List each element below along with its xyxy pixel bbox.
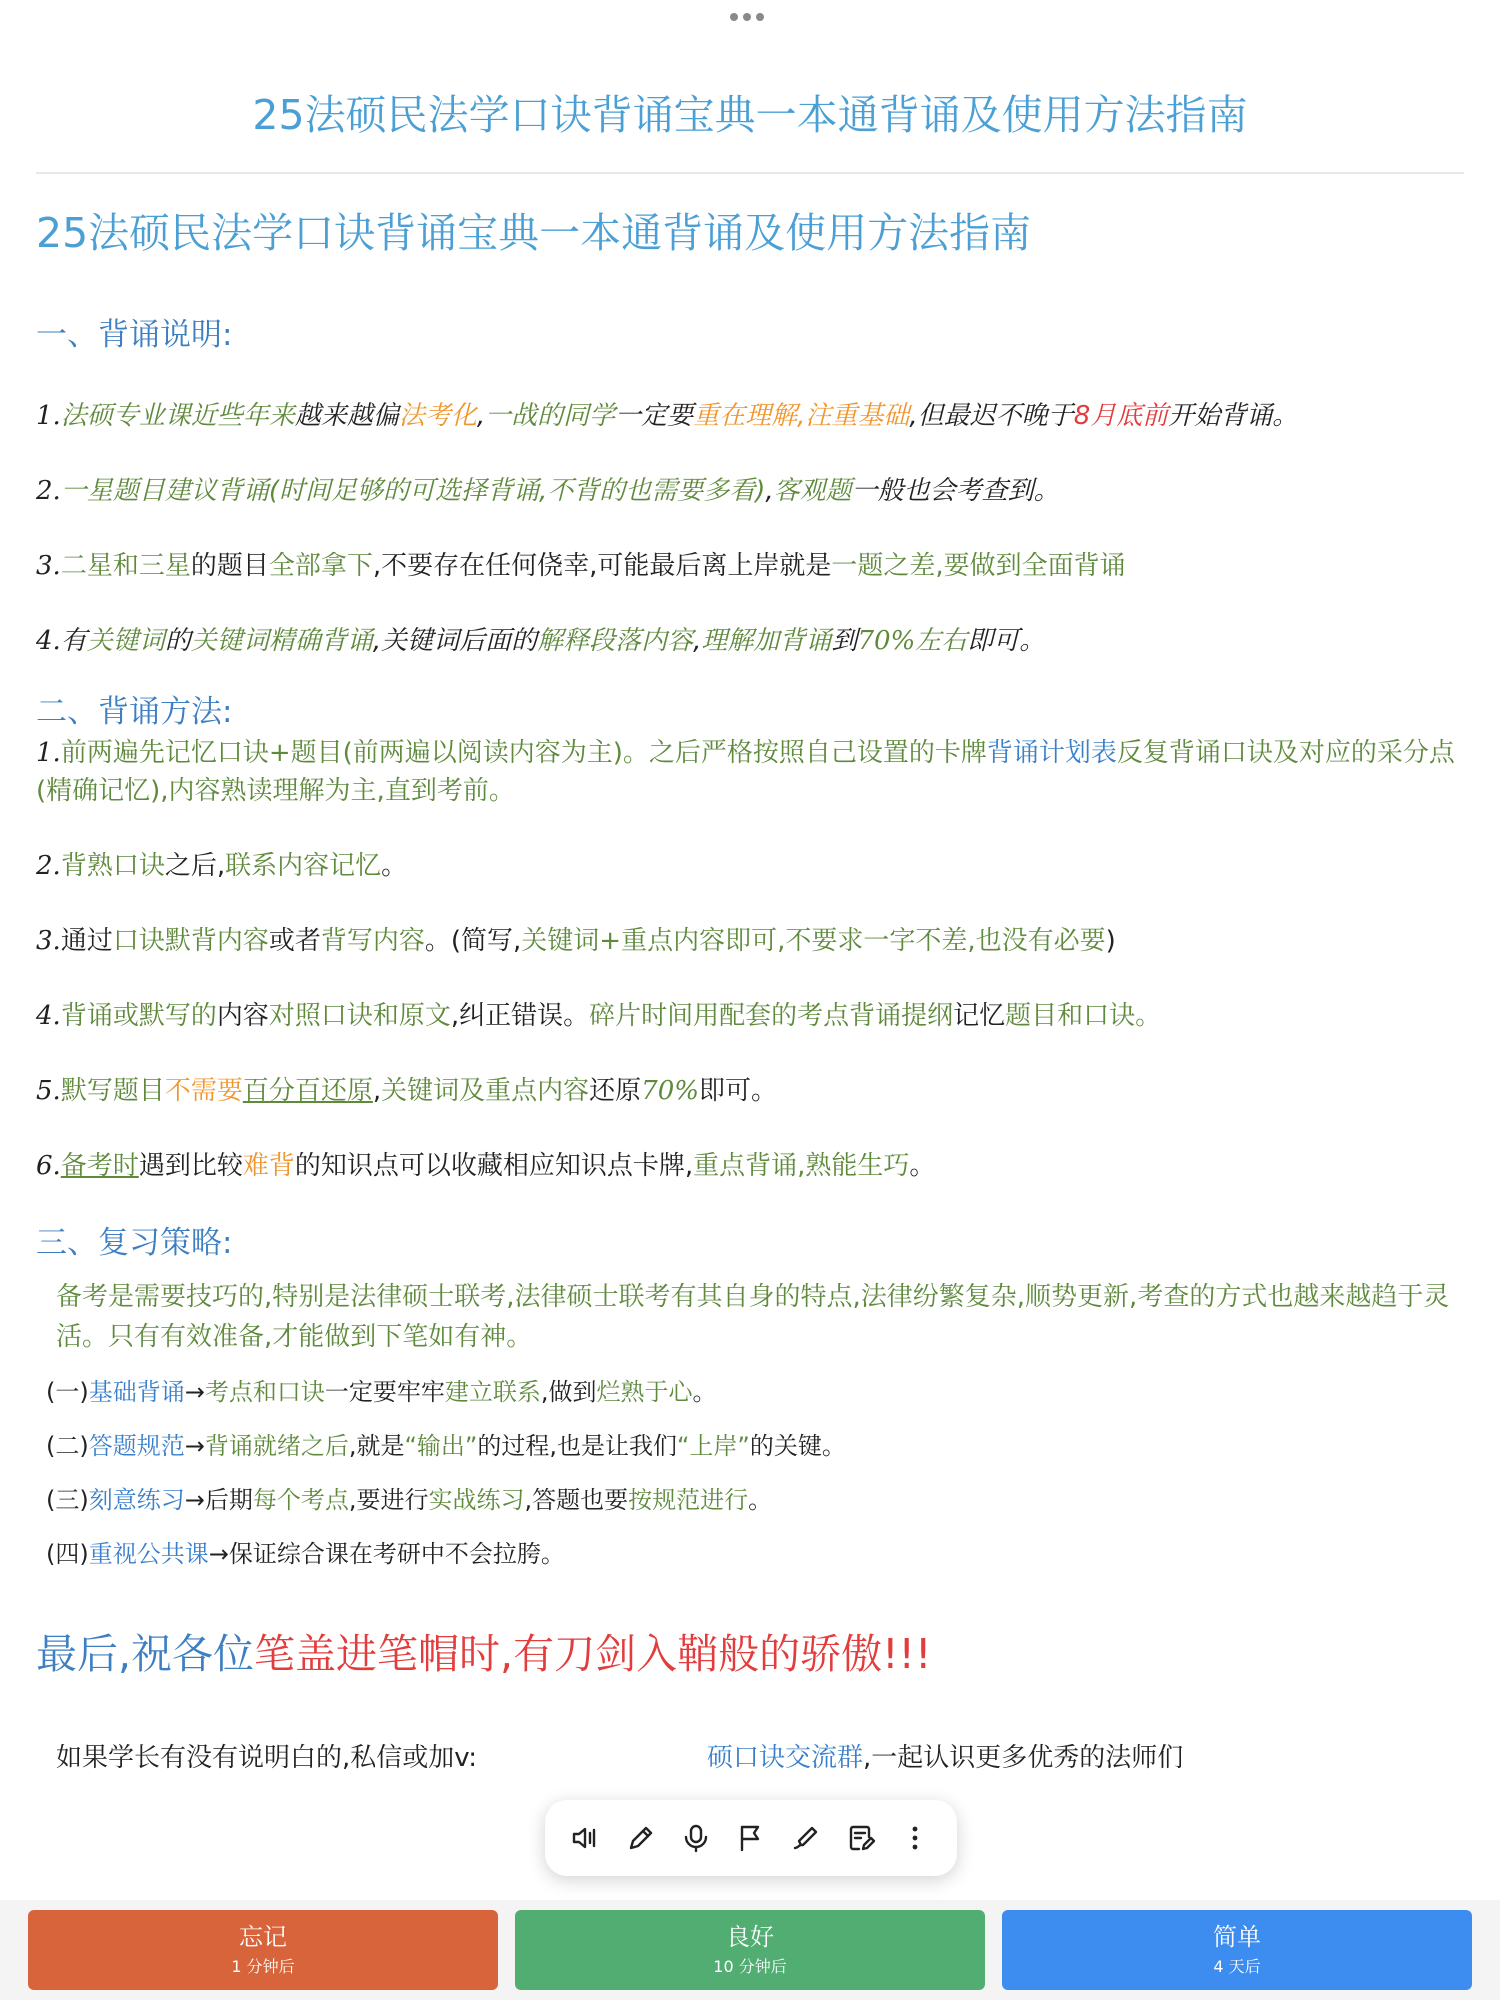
- paragraph: 3.通过口诀默背内容或者背写内容。(简写,关键词+重点内容即可,不要求一字不差,也没有必要): [36, 926, 1116, 956]
- again-label: 忘记: [239, 1923, 287, 1951]
- edit-note-icon[interactable]: [839, 1816, 883, 1860]
- easy-interval: 4 天后: [1213, 1957, 1261, 1976]
- doc-title: 25法硕民法学口诀背诵宝典一本通背诵及使用方法指南: [36, 209, 1032, 257]
- paragraph: 2.一星题目建议背诵(时间足够的可选择背诵,不背的也需要多看),客观题一般也会考查到。: [36, 476, 1060, 506]
- pen-icon[interactable]: [619, 1816, 663, 1860]
- paragraph: 备考是需要技巧的,特别是法律硕士联考,法律硕士联考有其自身的特点,法律纷繁复杂,顺势更新,考查的方式也越来越趋于灵活。只有有效准备,才能做到下笔如有神。: [56, 1282, 1450, 1352]
- good-label: 良好: [726, 1923, 774, 1951]
- paragraph: 2.背熟口诀之后,联系内容记忆。: [36, 851, 408, 881]
- section-heading-1: 一、背诵说明:: [36, 317, 233, 353]
- good-interval: 10 分钟后: [713, 1957, 787, 1976]
- page-title: 25法硕民法学口诀背诵宝典一本通背诵及使用方法指南: [252, 91, 1248, 139]
- again-button[interactable]: [28, 1910, 498, 1990]
- card-content: [36, 205, 1464, 1777]
- list-item: (二)答题规范→背诵就绪之后,就是“输出”的过程,也是让我们“上岸”的关键。: [46, 1432, 846, 1460]
- flag-icon[interactable]: [729, 1816, 773, 1860]
- paragraph: 4.背诵或默写的内容对照口诀和原文,纠正错误。碎片时间用配套的考点背诵提纲记忆题目和口诀。: [36, 1001, 1162, 1031]
- contact-paragraph: 如果学长有没有说明白的,私信或加v: 硕口诀交流群,一起认识更多优秀的法师们: [56, 1743, 1184, 1773]
- list-item: (一)基础背诵→考点和口诀一定要牢牢建立联系,做到烂熟于心。: [46, 1378, 717, 1406]
- list-item: (四)重视公共课→保证综合课在考研中不会拉胯。: [46, 1540, 565, 1568]
- paragraph: 1.法硕专业课近些年来越来越偏法考化,一战的同学一定要重在理解,注重基础,但最迟不晚于8月底前开始背诵。: [36, 401, 1299, 431]
- more-options-handle[interactable]: [730, 13, 772, 23]
- speaker-icon[interactable]: [564, 1816, 608, 1860]
- microphone-icon[interactable]: [674, 1816, 718, 1860]
- easy-label: 简单: [1213, 1923, 1261, 1951]
- farewell-heading: 最后,祝各位笔盖进笔帽时,有刀剑入鞘般的骄傲!!!: [36, 1630, 932, 1678]
- easy-button[interactable]: [1002, 1910, 1472, 1990]
- floating-toolbar: [545, 1800, 957, 1876]
- paragraph: 6.备考时遇到比较难背的知识点可以收藏相应知识点卡牌,重点背诵,熟能生巧。: [36, 1151, 936, 1181]
- list-item: (三)刻意练习→后期每个考点,要进行实战练习,答题也要按规范进行。: [46, 1486, 773, 1514]
- highlighter-icon[interactable]: [784, 1816, 828, 1860]
- again-interval: 1 分钟后: [231, 1957, 295, 1976]
- paragraph: 4.有关键词的关键词精确背诵,关键词后面的解释段落内容,理解加背诵到70%左右即可。: [36, 626, 1046, 656]
- paragraph: 3.二星和三星的题目全部拿下,不要存在任何侥幸,可能最后离上岸就是一题之差,要做到全面背诵: [36, 551, 1126, 581]
- paragraph: 1.前两遍先记忆口诀+题目(前两遍以阅读内容为主)。之后严格按照自己设置的卡牌背诵计划表反复背诵口诀及对应的采分点(精确记忆),内容熟读理解为主,直到考前。: [36, 738, 1455, 806]
- paragraph: 5.默写题目不需要百分百还原,关键词及重点内容还原70%即可。: [36, 1076, 777, 1106]
- divider: [36, 172, 1464, 174]
- section-heading-3: 三、复习策略:: [36, 1225, 233, 1261]
- section-heading-2: 二、背诵方法:: [36, 694, 233, 730]
- more-icon[interactable]: [893, 1816, 937, 1860]
- good-button[interactable]: [515, 1910, 985, 1990]
